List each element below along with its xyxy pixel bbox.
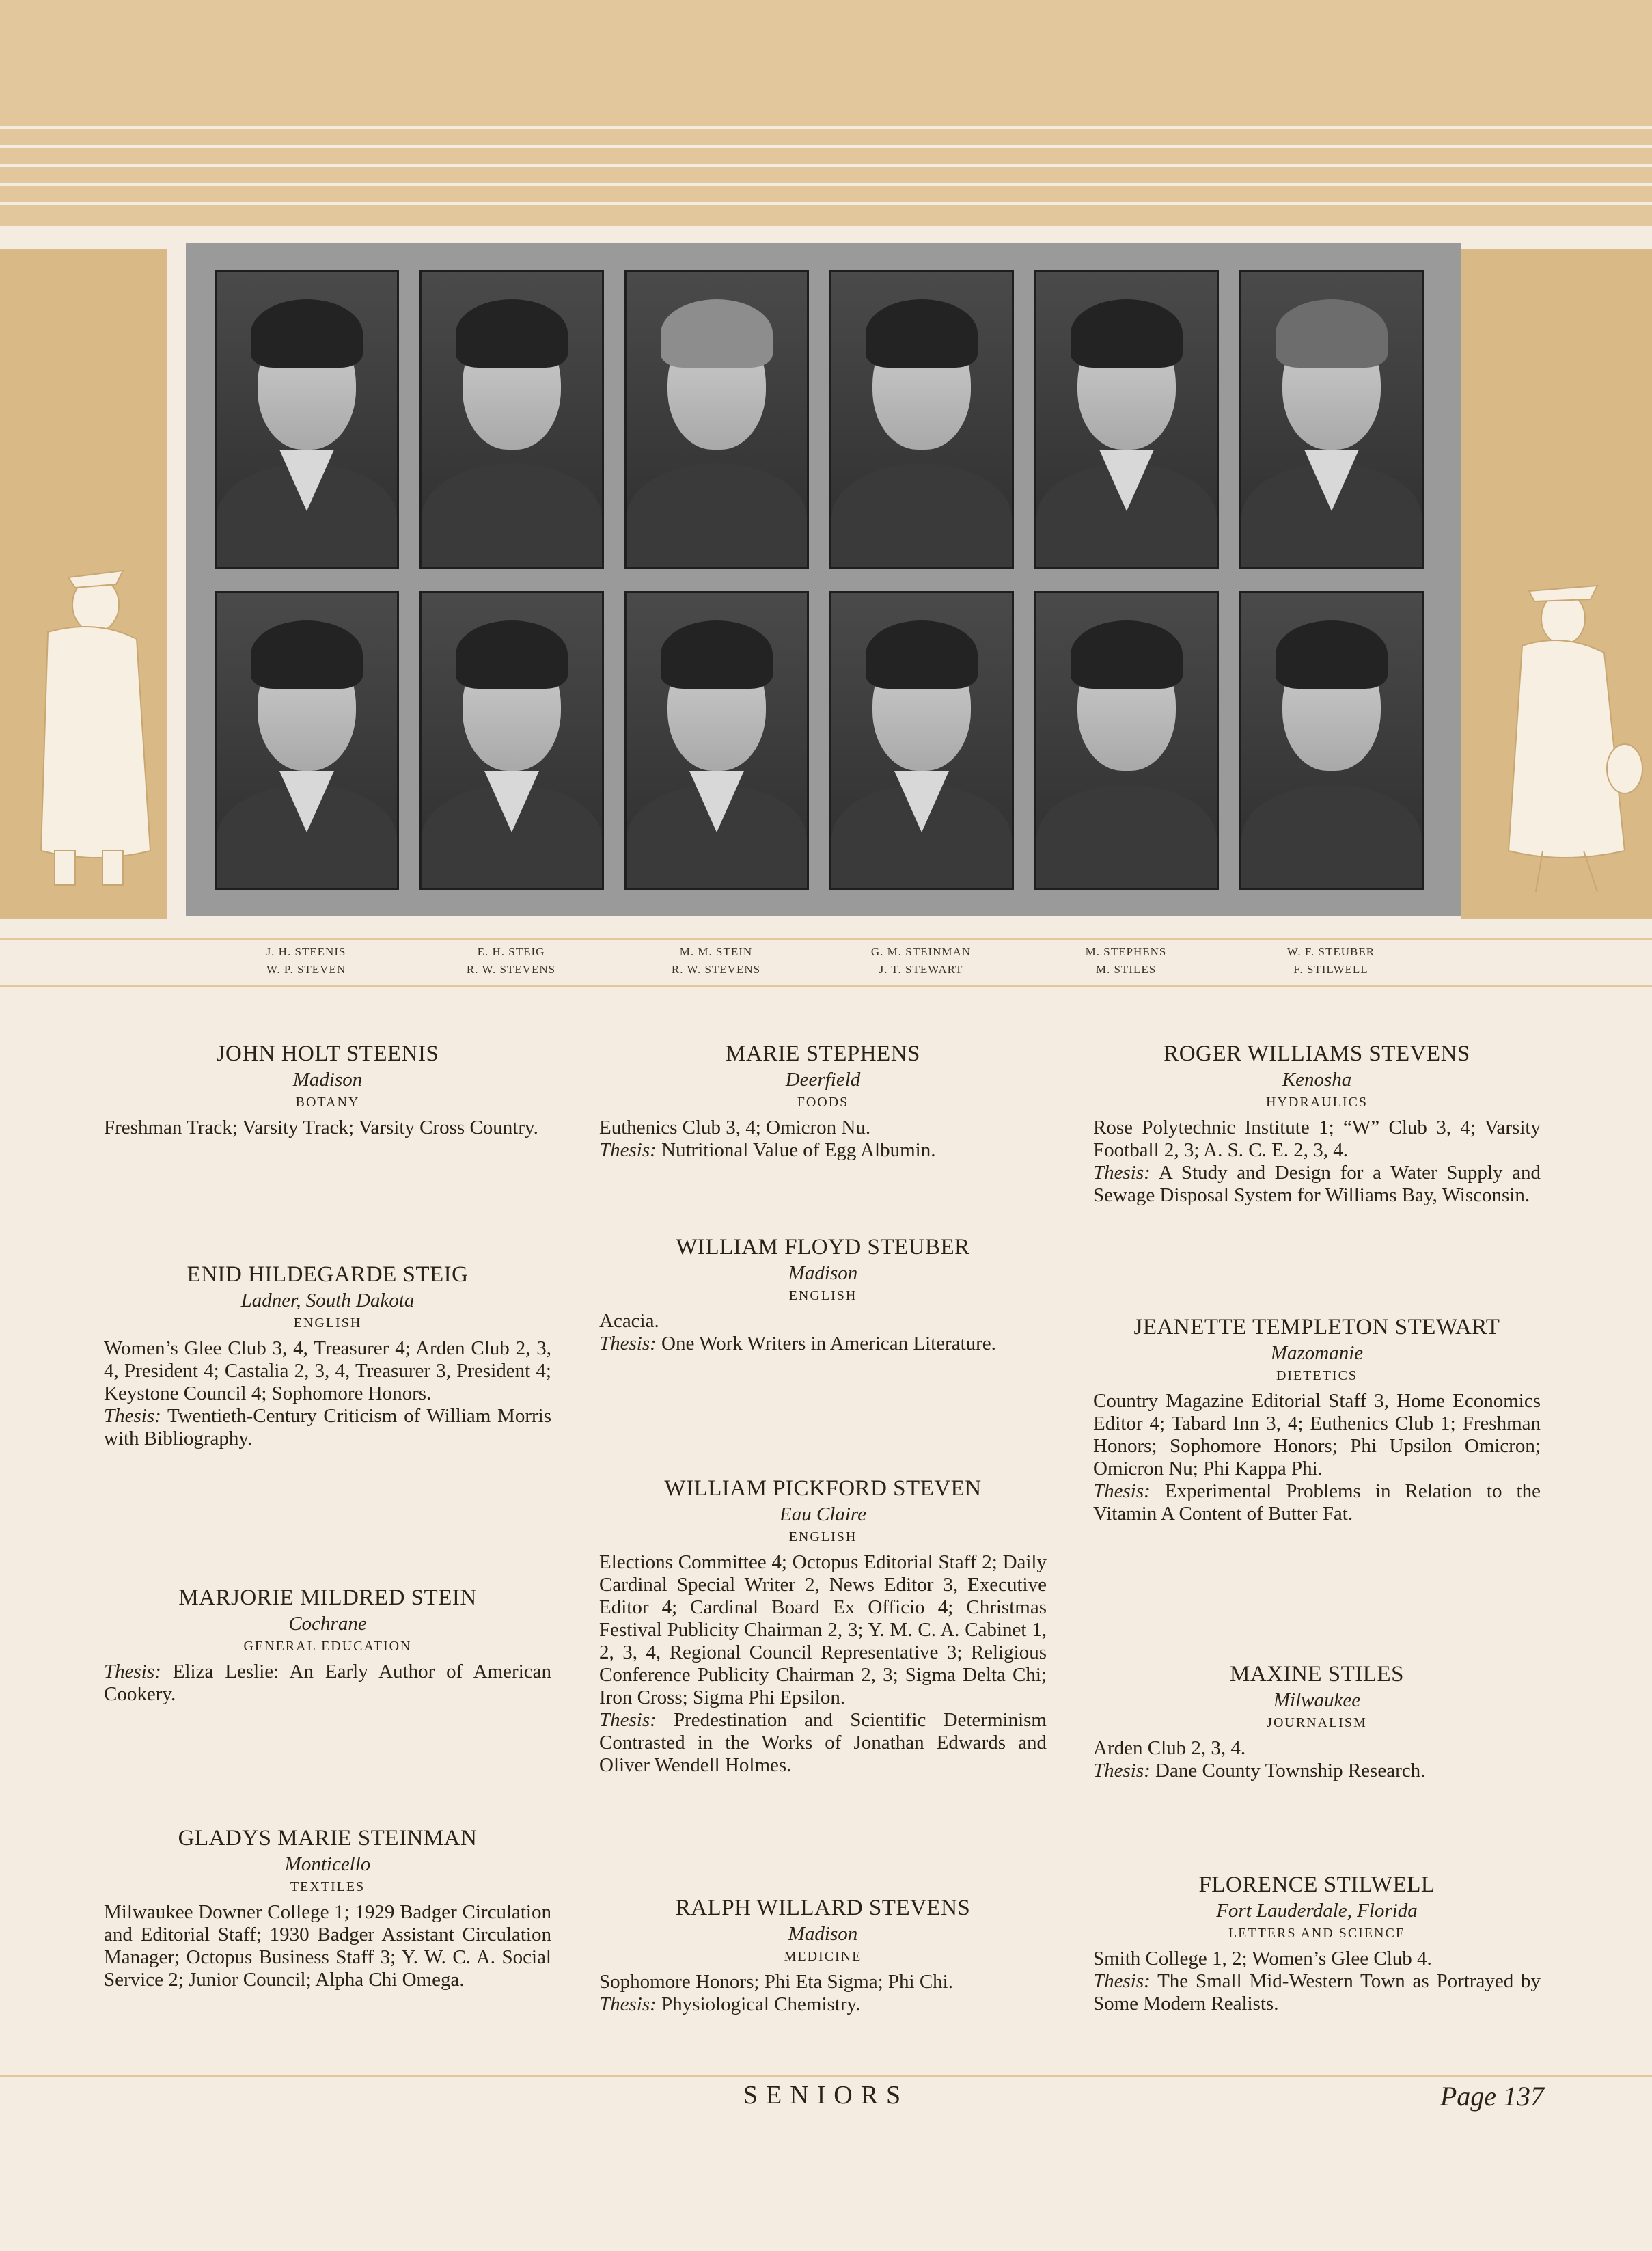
senior-name: MARIE STEPHENS: [726, 1041, 920, 1066]
photo-caption: G. M. STEINMAN J. T. STEWART: [870, 945, 972, 976]
section-title: SENIORS: [743, 2081, 909, 2110]
photo-caption: M. STEPHENS M. STILES: [1085, 945, 1167, 976]
senior-name: MARJORIE MILDRED STEIN: [178, 1585, 477, 1610]
senior-department: TEXTILES: [290, 1879, 366, 1894]
senior-department: MEDICINE: [784, 1949, 862, 1964]
portrait-photo: [419, 270, 604, 569]
senior-name: JOHN HOLT STEENIS: [216, 1041, 439, 1066]
senior-thesis: Thesis: Dane County Township Research.: [1093, 1760, 1426, 1782]
graduate-figure-icon: [1461, 249, 1652, 919]
senior-department: HYDRAULICS: [1266, 1095, 1368, 1110]
senior-entry: [104, 1825, 551, 1991]
senior-hometown: Milwaukee: [1273, 1689, 1361, 1711]
caption-rule: [0, 985, 1652, 987]
senior-entry: [1093, 1040, 1541, 1207]
portrait-photo: [1239, 591, 1424, 890]
senior-thesis: Thesis: Twentieth-Century Criticism of William Morris with Bibliography.: [104, 1405, 551, 1449]
caption-rule: [0, 938, 1652, 940]
senior-name: WILLIAM PICKFORD STEVEN: [664, 1476, 982, 1501]
senior-entry: [599, 1475, 1047, 1777]
senior-entry: [599, 1040, 1047, 1162]
senior-name: ROGER WILLIAMS STEVENS: [1164, 1041, 1470, 1066]
header-stripe: [0, 202, 1652, 205]
senior-entry: [104, 1040, 551, 1139]
senior-name: GLADYS MARIE STEINMAN: [178, 1826, 478, 1851]
senior-activities: Freshman Track; Varsity Track; Varsity Cross Country.: [104, 1117, 538, 1138]
senior-hometown: Kenosha: [1282, 1069, 1352, 1091]
senior-activities: Country Magazine Editorial Staff 3, Home Economics Editor 4; Tabard Inn 3, 4; Euthenics Club 1; Freshman Honors; Sophomore Honors; Phi Upsilon Omicron; Omicron Nu; Phi Kappa Phi.: [1093, 1390, 1541, 1479]
senior-department: GENERAL EDUCATION: [243, 1639, 412, 1654]
senior-department: ENGLISH: [788, 1288, 857, 1303]
portrait-photo: [624, 591, 809, 890]
portrait-photo: [419, 591, 604, 890]
senior-entry: [599, 1894, 1047, 2016]
header-stripe: [0, 145, 1652, 148]
senior-activities: Rose Polytechnic Institute 1; “W” Club 3, 4; Varsity Football 2, 3; A. S. C. E. 2, 3, 4.: [1093, 1117, 1541, 1161]
portrait-grid: [186, 243, 1461, 916]
senior-hometown: Madison: [292, 1069, 363, 1091]
portrait-photo: [215, 591, 399, 890]
senior-activities: Sophomore Honors; Phi Eta Sigma; Phi Chi.: [599, 1971, 953, 1993]
senior-thesis: Thesis: Physiological Chemistry.: [599, 1993, 861, 2015]
senior-thesis: Thesis: Eliza Leslie: An Early Author of American Cookery.: [104, 1661, 552, 1705]
portrait-photo: [829, 270, 1014, 569]
senior-hometown: Cochrane: [288, 1613, 367, 1635]
page-number: Page 137: [1440, 2081, 1544, 2112]
senior-hometown: Mazomanie: [1270, 1342, 1364, 1364]
senior-thesis: Thesis: Predestination and Scientific Determinism Contrasted in the Works of Jonathan Edwards and Oliver Wendell Holmes.: [599, 1709, 1047, 1776]
photo-caption: M. M. STEIN R. W. STEVENS: [671, 945, 761, 976]
senior-thesis: Thesis: The Small Mid-Western Town as Portrayed by Some Modern Realists.: [1093, 1970, 1541, 2015]
senior-hometown: Fort Lauderdale, Florida: [1216, 1900, 1418, 1922]
senior-hometown: Ladner, South Dakota: [240, 1290, 415, 1311]
senior-hometown: Madison: [788, 1262, 858, 1284]
senior-entry: [104, 1261, 551, 1450]
portrait-photo: [1034, 270, 1219, 569]
senior-hometown: Deerfield: [785, 1069, 861, 1091]
graduate-figure-icon: [0, 249, 167, 919]
senior-entry: [1093, 1661, 1541, 1782]
senior-entry: [104, 1584, 551, 1706]
senior-department: FOODS: [797, 1095, 849, 1110]
senior-activities: Smith College 1, 2; Women’s Glee Club 4.: [1093, 1948, 1432, 1969]
portrait-photo: [1034, 591, 1219, 890]
senior-name: ENID HILDEGARDE STEIG: [187, 1262, 469, 1287]
senior-activities: Arden Club 2, 3, 4.: [1093, 1737, 1246, 1759]
senior-name: JEANETTE TEMPLETON STEWART: [1133, 1315, 1500, 1339]
portrait-photo: [624, 270, 809, 569]
senior-activities: Elections Committee 4; Octopus Editorial Staff 2; Daily Cardinal Special Writer 2, News Editor 3, Executive Editor 4; Cardinal Board Ex Officio 4; Christmas Festival Publicity Chairman 2, 3; Y. M. C. A. Cabinet 1, 2, 3, 4, Regional Council Representative 3; Religious Conference Publicity Chairman 2, 3; Sigma Delta Chi; Iron Cross; Sigma Phi Epsilon.: [599, 1551, 1047, 1708]
senior-thesis: Thesis: Experimental Problems in Relation to the Vitamin A Content of Butter Fat.: [1093, 1480, 1541, 1525]
senior-hometown: Eau Claire: [779, 1503, 866, 1525]
senior-name: MAXINE STILES: [1230, 1662, 1404, 1687]
senior-thesis: Thesis: One Work Writers in American Literature.: [599, 1333, 996, 1354]
senior-hometown: Madison: [788, 1923, 858, 1945]
senior-thesis: Thesis: Nutritional Value of Egg Albumin.: [599, 1139, 936, 1161]
senior-name: WILLIAM FLOYD STEUBER: [676, 1235, 970, 1259]
photo-caption: W. F. STEUBER F. STILWELL: [1286, 945, 1375, 976]
senior-department: DIETETICS: [1276, 1368, 1358, 1383]
senior-department: LETTERS AND SCIENCE: [1228, 1926, 1406, 1941]
header-stripe: [0, 164, 1652, 167]
senior-entry: [599, 1233, 1047, 1355]
senior-department: BOTANY: [295, 1095, 360, 1110]
portrait-photo: [1239, 270, 1424, 569]
header-stripe: [0, 183, 1652, 186]
header-band: [0, 0, 1652, 226]
right-decor-panel: [1461, 249, 1652, 919]
senior-department: ENGLISH: [788, 1529, 857, 1544]
senior-department: ENGLISH: [293, 1315, 362, 1331]
senior-hometown: Monticello: [284, 1853, 371, 1875]
senior-activities: Acacia.: [599, 1310, 659, 1332]
left-decor-panel: [0, 249, 167, 919]
senior-department: JOURNALISM: [1267, 1715, 1367, 1730]
header-stripe: [0, 126, 1652, 129]
senior-name: RALPH WILLARD STEVENS: [675, 1896, 971, 1920]
senior-activities: Euthenics Club 3, 4; Omicron Nu.: [599, 1117, 871, 1138]
footer-rule: [0, 2075, 1652, 2077]
photo-caption: E. H. STEIG R. W. STEVENS: [466, 945, 556, 976]
senior-thesis: Thesis: A Study and Design for a Water Supply and Sewage Disposal System for Williams Bay, Wisconsin.: [1093, 1162, 1541, 1206]
senior-name: FLORENCE STILWELL: [1198, 1872, 1435, 1897]
portrait-photo: [829, 591, 1014, 890]
portrait-photo: [215, 270, 399, 569]
senior-entry: [1093, 1313, 1541, 1525]
senior-activities: Women’s Glee Club 3, 4, Treasurer 4; Arden Club 2, 3, 4, President 4; Castalia 2, 3, 4, Treasurer 3, President 4; Keystone Council 4; Sophomore Honors.: [104, 1337, 551, 1404]
photo-caption: J. H. STEENIS W. P. STEVEN: [266, 945, 346, 976]
senior-activities: Milwaukee Downer College 1; 1929 Badger Circulation and Editorial Staff; 1930 Badger Assistant Circulation Manager; Octopus Business Staff 3; Y. W. C. A. Social Service 2; Junior Council; Alpha Chi Omega.: [104, 1901, 551, 1991]
senior-entry: [1093, 1871, 1541, 2015]
